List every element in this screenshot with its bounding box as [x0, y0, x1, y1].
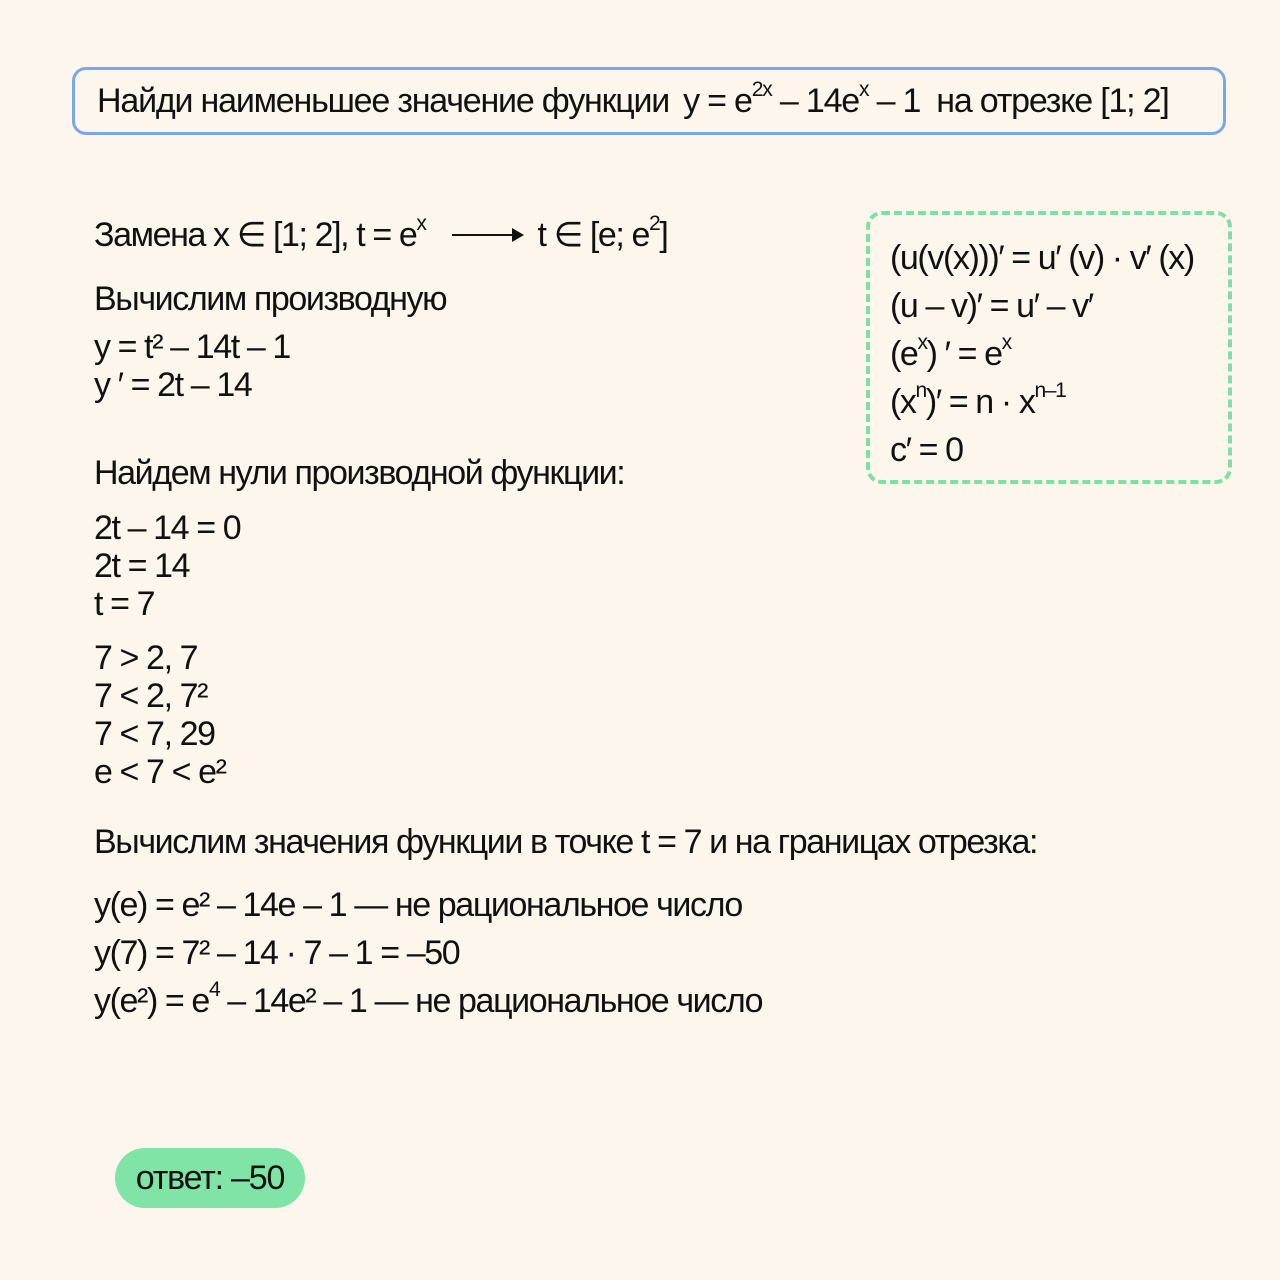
- task-func-exp-2x: 2x: [751, 77, 772, 101]
- rule-power-sup2: n–1: [1034, 379, 1066, 403]
- task-suffix: на отрезке [1; 2]: [936, 81, 1169, 120]
- task-func-part-c: – 1: [868, 81, 921, 120]
- compare-step-2: 7 < 2, 7²: [94, 677, 208, 715]
- zeros-heading: Найдем нули производной функции:: [94, 454, 625, 492]
- task-func-part-a: y = e: [683, 81, 752, 120]
- task-prefix: Найди наименьшее значение функции: [97, 81, 670, 120]
- answer-badge: ответ: –50: [115, 1148, 305, 1208]
- zeros-step-2: 2t = 14: [94, 547, 190, 585]
- value-at-7: y(7) = 7² – 14 · 7 – 1 = –50: [94, 934, 460, 972]
- derivative-in-t: y ′ = 2t – 14: [94, 366, 252, 404]
- rule-exponent-a: (e: [890, 335, 918, 373]
- rule-exponent-b: ) ′ = e: [926, 335, 1002, 373]
- rule-exponent: [890, 331, 1011, 373]
- compare-step-1: 7 > 2, 7: [94, 639, 198, 677]
- task-func-part-b: – 14e: [771, 81, 859, 120]
- compare-step-3: 7 < 7, 29: [94, 715, 215, 753]
- zeros-step-1: 2t – 14 = 0: [94, 509, 241, 547]
- rule-power: [890, 379, 1066, 421]
- zeros-step-3: t = 7: [94, 585, 155, 623]
- substitution-right: t ∈ [e; e: [537, 216, 650, 254]
- task-function: [683, 77, 921, 121]
- substitution-right-exp: 2: [649, 212, 660, 236]
- substitution-right-close: ]: [659, 216, 668, 254]
- values-heading: Вычислим значения функции в точке t = 7 и на границах отрезка:: [94, 823, 1038, 861]
- rule-chain: (u(v(x)))′ = u′ (v) · v′ (x): [890, 239, 1194, 277]
- derivative-rules-box: [866, 211, 1232, 484]
- arrow-right-icon: [452, 234, 522, 236]
- substitution-left-exp: x: [416, 212, 426, 236]
- task-func-exp-x: x: [859, 77, 869, 101]
- substitution-left: Замена x ∈ [1; 2], t = e: [94, 216, 417, 254]
- rule-power-a: (x: [890, 383, 916, 421]
- rule-constant: c′ = 0: [890, 431, 963, 469]
- value-at-e-squared: [94, 978, 763, 1020]
- rule-power-b: )′ = n · x: [925, 383, 1035, 421]
- value-at-e-squared-exp: 4: [208, 978, 220, 1002]
- substitution-line: [94, 212, 668, 254]
- rule-power-sup1: n: [915, 379, 926, 403]
- rule-exponent-sup1: x: [917, 331, 927, 355]
- task-statement-box: [72, 67, 1226, 135]
- value-at-e-squared-part-a: y(e²) = e: [94, 982, 209, 1020]
- derivative-heading: Вычислим производную: [94, 280, 447, 318]
- value-at-e: y(e) = e² – 14e – 1 — не рациональное число: [94, 886, 742, 924]
- compare-step-4: e < 7 < e²: [94, 753, 226, 791]
- rule-difference: (u – v)′ = u′ – v′: [890, 287, 1093, 325]
- rule-exponent-sup2: x: [1001, 331, 1011, 355]
- function-in-t: y = t² – 14t – 1: [94, 328, 290, 366]
- value-at-e-squared-part-b: – 14e² – 1 — не рациональное число: [219, 982, 763, 1020]
